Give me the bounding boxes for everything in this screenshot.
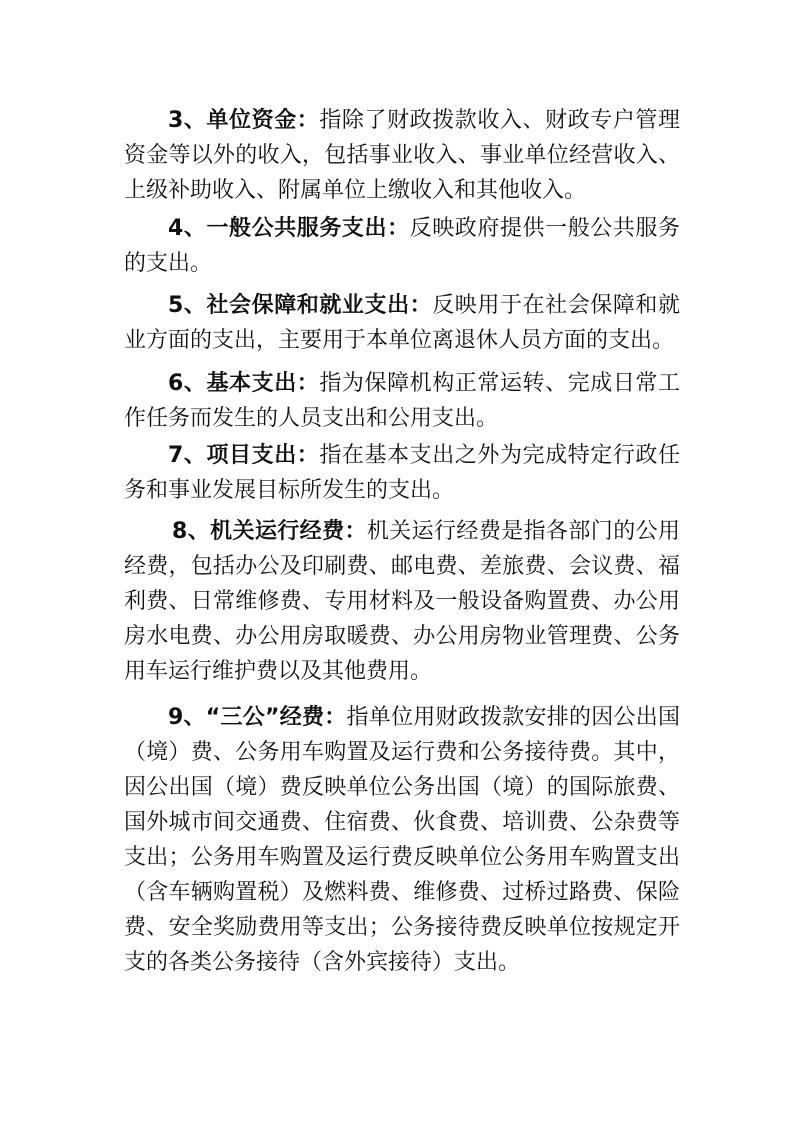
definition-text: 反映用于在社会保障和就业方面的支出，主要用于本单位离退休人员方面的支出。: [124, 293, 680, 353]
definition-text: 反映政府提供一般公共服务的支出。: [124, 216, 680, 276]
definition-text: 指单位用财政拨款安排的因公出国（境）费、公务用车购置及运行费和公务接待费。其中，因公出国（境）费反映单位公务出国（境）的国际旅费、国外城市间交通费、住宿费、伙食费、培训费、公杂费等支出；公务用车购置及运行费反映单位公务用车购置支出（含车辆购置税）及燃料费、维修费、过桥过路费、保险费、安全奖励费用等支出；公务接待费反映单位按规定开支的各类公务接待（含外宾接待）支出。: [124, 705, 680, 975]
definition-paragraph-6: [124, 366, 680, 436]
definition-paragraph-7: [124, 438, 680, 508]
definition-paragraph-4: [124, 211, 680, 281]
definition-paragraph-8: [124, 514, 680, 689]
definition-paragraph-3: [124, 103, 680, 208]
definition-term: 6、基本支出：: [168, 371, 320, 396]
definition-text: 指为保障机构正常运转、完成日常工作任务而发生的人员支出和公用支出。: [124, 371, 680, 431]
definition-term: 8、机关运行经费：: [172, 519, 367, 544]
definition-text: 指在基本支出之外为完成特定行政任务和事业发展目标所发生的支出。: [124, 443, 680, 503]
definition-term: 4、一般公共服务支出：: [168, 216, 410, 241]
definition-text: 机关运行经费是指各部门的公用经费，包括办公及印刷费、邮电费、差旅费、会议费、福利费、日常维修费、专用材料及一般设备购置费、办公用房水电费、办公用房取暖费、办公用房物业管理费、公务用车运行维护费以及其他费用。: [124, 519, 680, 684]
definition-paragraph-9: [124, 700, 680, 980]
definition-text: 指除了财政拨款收入、财政专户管理资金等以外的收入，包括事业收入、事业单位经营收入、上级补助收入、附属单位上缴收入和其他收入。: [124, 108, 680, 203]
definition-term: 5、社会保障和就业支出：: [168, 293, 433, 318]
definition-term: 3、单位资金：: [168, 108, 320, 133]
definition-term: 9、“三公”经费：: [168, 705, 347, 730]
definition-term: 7、项目支出：: [168, 443, 320, 468]
definition-paragraph-5: [124, 288, 680, 358]
